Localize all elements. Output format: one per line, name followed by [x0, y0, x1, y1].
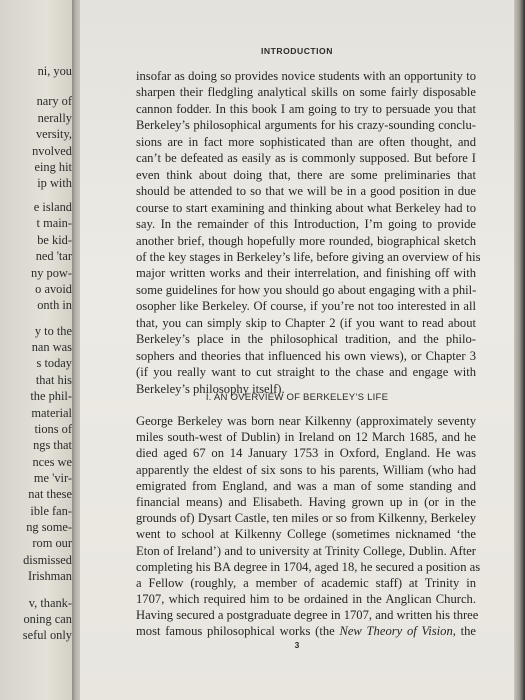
text-line: sharpen their fledgling analytical skills on some fairly disposable	[136, 85, 476, 100]
text-line: emigrated from England, and was a man of some standing and	[136, 478, 476, 493]
left-page-line: s today	[36, 356, 72, 370]
left-page-line: ng some-	[26, 520, 72, 534]
text-line: Berkeley’s philosophy itself).	[136, 381, 285, 396]
left-page-line: dismissed	[23, 553, 72, 567]
text-line: say. In the remainder of this Introduction, I’m going to provide	[136, 217, 476, 232]
text-line: sions are in fact more sophisticated than are often thought, and	[136, 134, 476, 149]
left-page-line: ip with	[37, 176, 72, 190]
left-page-line: rom our	[32, 536, 72, 550]
text-line: even think about doing that, there are some preliminaries that	[136, 167, 476, 182]
text-line: sophers and theories that influenced his own views), or Chapter 3	[136, 348, 476, 363]
text-line: went to school at Kilkenny College (sometimes nicknamed ‘the	[136, 527, 476, 542]
left-page-line: material	[31, 406, 72, 420]
text-line: apparently the eldest of six sons to his parents, William (who had	[136, 462, 476, 477]
left-page-line: nary of	[36, 94, 72, 108]
text-line: (if you really want to cut straight to the chase and engage with	[136, 365, 476, 380]
left-page-line: that his	[35, 373, 72, 387]
text-line: cannon fodder. In this book I am going to try to persuade you that	[136, 101, 476, 116]
text-line: Eton of Ireland’) and to university at Trinity College, Dublin. After	[136, 543, 476, 558]
text-line	[136, 625, 476, 638]
text-line: George Berkeley was born near Kilkenny (approximately seventy	[136, 414, 476, 428]
text-line: of the key stages in Berkeley’s life, before giving an overview of his	[136, 249, 481, 264]
left-page-line: ngs that	[33, 438, 72, 452]
left-page-line: v, thank-	[28, 596, 72, 610]
running-head: INTRODUCTION	[261, 46, 333, 56]
text-line: some guidelines for how you should go about engaging with a phil-	[136, 282, 477, 297]
last-line-after: , the	[452, 624, 477, 638]
left-page-line: oning can	[23, 612, 72, 626]
right-page	[80, 0, 514, 700]
left-page-line: ni, you	[37, 64, 72, 78]
left-page-line: ible fan-	[30, 504, 72, 518]
text-line: that, you can simply skip to Chapter 2 (if you want to read about	[136, 315, 476, 330]
left-page-line: be kid-	[37, 233, 72, 247]
left-page-line: nvolved	[32, 144, 72, 158]
left-page-line: o avoid	[35, 282, 72, 296]
text-line: course to start examining and thinking about what Berkeley had to	[136, 200, 476, 215]
text-line: Berkeley’s place in the philosophical tradition, and the philo-	[136, 332, 476, 347]
text-line: Having secured a postgraduate degree in 1707, and written his three	[136, 608, 479, 623]
left-page-line: nat these	[28, 487, 72, 501]
left-page-line: y to the	[34, 324, 72, 338]
left-facing-page	[0, 0, 78, 700]
left-page-line: ny pow-	[31, 266, 72, 280]
left-page-line: seful only	[22, 628, 72, 642]
left-page-line: nerally	[37, 111, 72, 125]
page-edge-shadow	[514, 0, 525, 700]
left-page-line: eing hit	[34, 160, 72, 174]
text-line: 1707, which required him to be ordained in the Anglican Church.	[136, 592, 476, 607]
text-line: financial means) and Elisabeth. Having grown up in (or in the	[136, 495, 476, 509]
left-page-line: t main-	[36, 216, 72, 230]
text-line: grounds of) Dysart Castle, ten miles or so from Kilkenny, Berkeley	[136, 511, 476, 526]
text-line: a Fellow (roughly, a member of academic staff) at Trinity in	[136, 576, 476, 590]
text-line: died aged 67 on 14 January 1753 in Oxford, England. He was	[136, 446, 476, 461]
section-heading: I. AN OVERVIEW OF BERKELEY’S LIFE	[205, 392, 389, 403]
last-line-before: most famous philosophical works (the	[136, 624, 340, 638]
left-page-line: tions of	[34, 422, 72, 436]
left-page-line: the phil-	[30, 389, 72, 403]
text-line: miles south-west of Dublin) in Ireland on 12 March 1685, and he	[136, 430, 476, 445]
text-line: Berkeley’s philosophical arguments for his crazy-sounding conclu-	[136, 118, 476, 133]
left-page-line: Irishman	[27, 569, 72, 583]
text-line: another brief, though hopefully more rounded, biographical sketch	[136, 233, 476, 248]
left-page-line: versity,	[35, 127, 72, 141]
page-number: 3	[294, 640, 300, 650]
text-line: insofar as doing so provides novice students with an opportunity to	[136, 69, 476, 83]
text-line: should be attended to so that we will be in a good position in due	[136, 184, 476, 199]
text-line: can’t be defeated as easily as is commonly supposed. But before I	[136, 151, 476, 166]
text-line: osopher like Berkeley. Of course, if you’re not too interested in all	[136, 299, 476, 314]
left-page-line: nan was	[31, 340, 72, 354]
text-line: completing his BA degree in 1704, aged 18, he secured a position as	[136, 559, 481, 574]
left-page-line: onth in	[37, 298, 72, 312]
book-title-italic: New Theory of Vision	[339, 624, 453, 638]
left-page-line: ned 'tar	[35, 249, 72, 263]
text-line: major written works and their interrelation, and finishing off with	[136, 266, 476, 281]
left-page-line: e island	[33, 200, 72, 214]
left-page-line: me 'vir-	[33, 471, 72, 485]
left-page-line: nces we	[32, 455, 72, 469]
